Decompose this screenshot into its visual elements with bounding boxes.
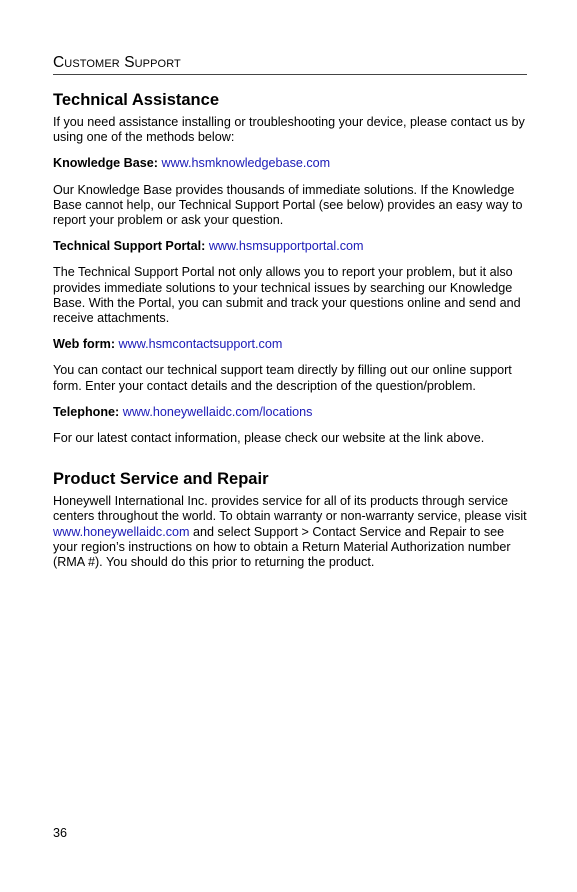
knowledge-base-line [53, 156, 527, 171]
web-form-description: You can contact our technical support team directly by filling out our online support form. Enter your contact details and the description of the question/problem. [53, 363, 512, 393]
knowledge-base-description: Our Knowledge Base provides thousands of immediate solutions. If the Knowledge Base cannot help, our Technical Support Portal (see below) provides an easy way to report your problem or ask your question. [53, 182, 523, 228]
telephone-description: For our latest contact information, please check our website at the link above. [53, 431, 485, 446]
product-service-section [53, 469, 527, 570]
product-service-text-after: and select Support > Contact Service and Repair to see your region’s instructions on how to obtain a Return Material Authorization number (RMA #). You should do this prior to returning the product. [53, 524, 511, 570]
technical-assistance-section [53, 90, 527, 446]
telephone-line [53, 405, 527, 420]
web-form-line [53, 337, 527, 352]
web-form-link[interactable]: www.hsmcontactsupport.com [118, 337, 283, 352]
product-service-heading: Product Service and Repair [53, 470, 269, 489]
technical-assistance-heading: Technical Assistance [53, 91, 219, 109]
telephone-label: Telephone: [53, 404, 120, 419]
honeywell-aidc-link[interactable]: www.honeywellaidc.com [53, 524, 190, 539]
intro-paragraph: If you need assistance installing or troubleshooting your device, please contact us by using one of the methods below: [53, 115, 525, 145]
product-service-paragraph [53, 494, 527, 570]
running-header: Customer Support [53, 54, 527, 75]
page-content [53, 90, 527, 581]
support-portal-label: Technical Support Portal: [53, 239, 206, 254]
support-portal-line [53, 239, 527, 254]
support-portal-link[interactable]: www.hsmsupportportal.com [208, 239, 364, 254]
knowledge-base-label: Knowledge Base: [53, 156, 158, 171]
page-number: 36 [53, 826, 68, 840]
telephone-link[interactable]: www.honeywellaidc.com/locations [122, 404, 313, 419]
web-form-label: Web form: [53, 337, 116, 352]
product-service-text-before: Honeywell International Inc. provides service for all of its products through service centers throughout the world. To obtain warranty or non-warranty service, please visit [53, 494, 527, 524]
support-portal-description: The Technical Support Portal not only allows you to report your problem, but it also provides immediate solutions to your technical issues by searching our Knowledge Base. With the Portal, you can submit and track your questions online and send and receive attachments. [53, 265, 521, 326]
knowledge-base-link[interactable]: www.hsmknowledgebase.com [161, 156, 331, 171]
